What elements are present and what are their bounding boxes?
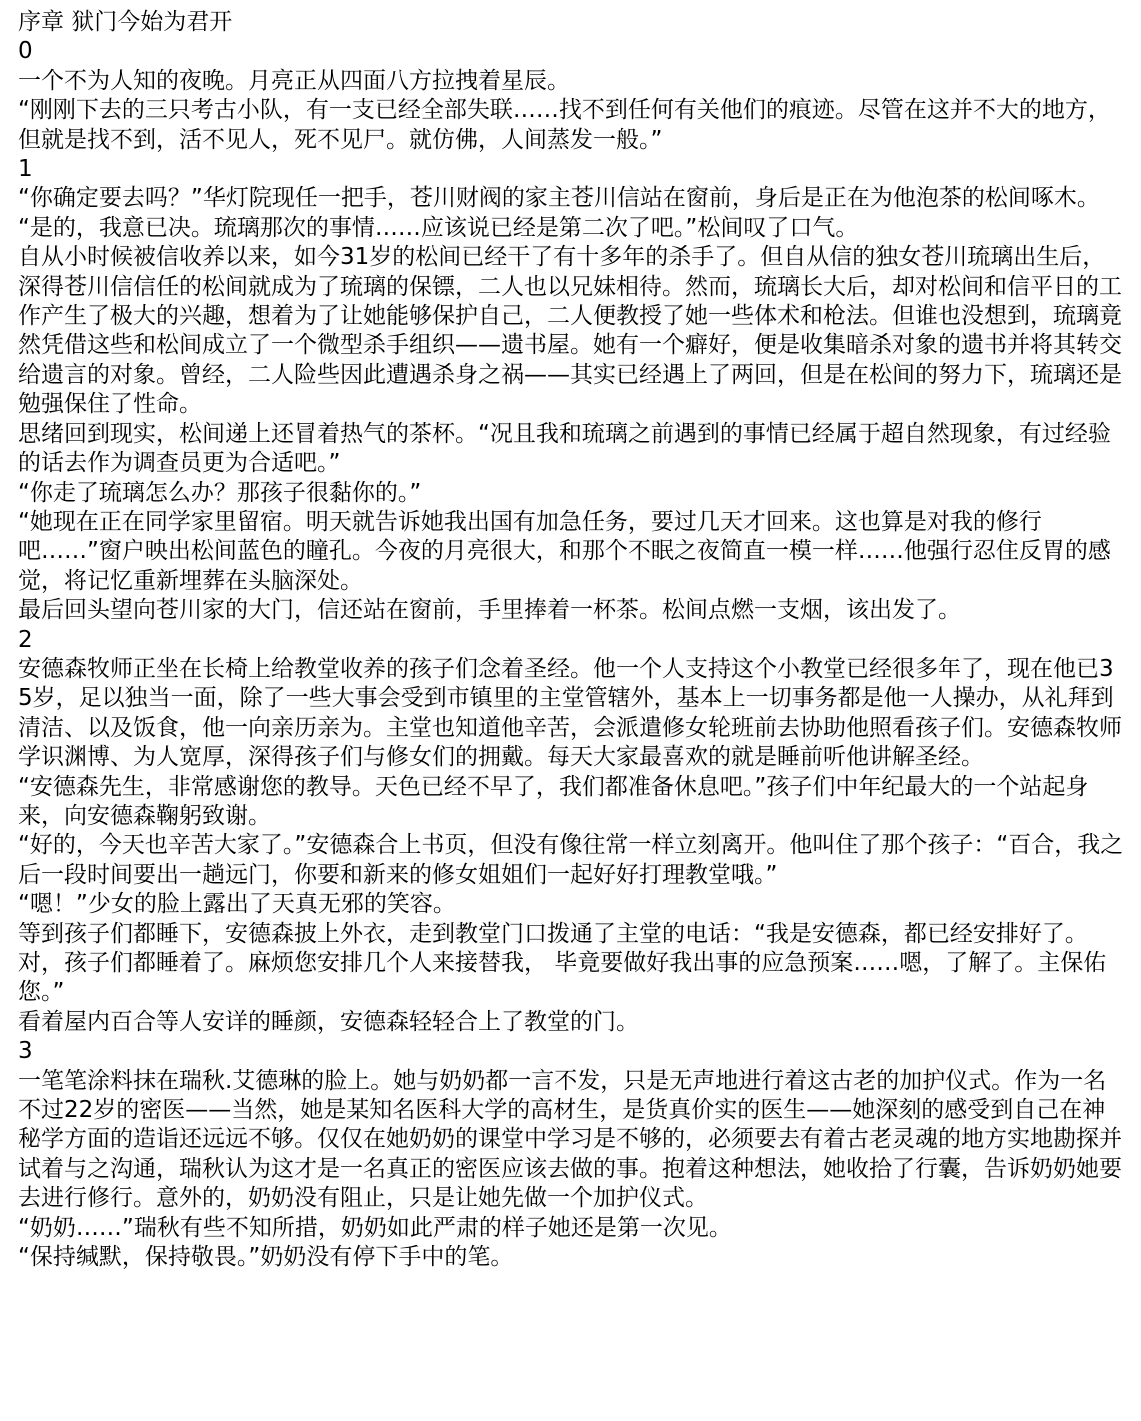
paragraph: 一笔笔涂料抹在瑞秋.艾德琳的脸上。她与奶奶都一言不发，只是无声地进行着这古老的加护仪式。作为一名不过22岁的密医——当然，她是某知名医科大学的高材生，是货真价实的医生——她深刻的感受到自己在神秘学方面的造诣还远远不够。仅仅在她奶奶的课堂中学习是不够的，必须要去有着古老灵魂的地方实地勘探并试着与之沟通，瑞秋认为这才是一名真正的密医应该去做的事。抱着这种想法，她收拾了行囊，告诉奶奶她要去进行修行。意外的，奶奶没有阻止，只是让她先做一个加护仪式。 — [18, 1067, 1122, 1212]
paragraph: “安德森先生，非常感谢您的教导。天色已经不早了，我们都准备休息吧。”孩子们中年纪最大的一个站起身来，向安德森鞠躬致谢。 — [18, 773, 1089, 829]
paragraph: 看着屋内百合等人安详的睡颜，安德森轻轻合上了教堂的门。 — [18, 1008, 639, 1035]
paragraph: 安德森牧师正坐在长椅上给教堂收养的孩子们念着圣经。他一个人支持这个小教堂已经很多年了，现在他已35岁，足以独当一面，除了一些大事会受到市镇里的主堂管辖外，基本上一切事务都是他一人操办，从礼拜到清洁、以及饭食，他一向亲历亲为。主堂也知道他辛苦，会派遣修女轮班前去协助他照看孩子们。安德森牧师学识渊博、为人宽厚，深得孩子们与修女们的拥戴。每天大家最喜欢的就是睡前听他讲解圣经。 — [18, 655, 1122, 771]
paragraph: “保持缄默，保持敬畏。”奶奶没有停下手中的笔。 — [18, 1244, 514, 1271]
chapter-title: 序章 狱门今始为君开 — [18, 9, 233, 35]
paragraph: 思绪回到现实，松间递上还冒着热气的茶杯。“况且我和琉璃之前遇到的事情已经属于超自然现象，有过经验的话去作为调查员更为合适吧。” — [18, 420, 1111, 477]
paragraph: “好的，今天也辛苦大家了。”安德森合上书页，但没有像往常一样立刻离开。他叫住了那个孩子：“百合，我之后一段时间要出一趟远门，你要和新来的修女姐姐们一起好好打理教堂哦。” — [18, 832, 1124, 888]
section-number: 0 — [18, 38, 33, 65]
paragraph: “是的，我意已决。琉璃那次的事情……应该说已经是第二次了吧。”松间叹了口气。 — [18, 214, 859, 241]
section-number: 2 — [18, 626, 33, 653]
paragraph: “你确定要去吗？”华灯院现任一把手，苍川财阀的家主苍川信站在窗前，身后是正在为他泡茶的松间啄木。 — [18, 185, 1100, 212]
section-number: 3 — [18, 1038, 33, 1065]
section-number: 1 — [18, 156, 33, 183]
paragraph: 最后回头望向苍川家的大门，信还站在窗前，手里捧着一杯茶。松间点燃一支烟，该出发了。 — [18, 597, 961, 624]
paragraph: 自从小时候被信收养以来，如今31岁的松间已经干了有十多年的杀手了。但自从信的独女苍川琉璃出生后，深得苍川信信任的松间就成为了琉璃的保镖，二人也以兄妹相待。然而，琉璃长大后，却对松间和信平日的工作产生了极大的兴趣，想着为了让她能够保护自己，二人便教授了她一些体术和枪法。但谁也没想到，琉璃竟然凭借这些和松间成立了一个微型杀手组织——遗书屋。她有一个癖好，便是收集暗杀对象的遗书并将其转交给遗言的对象。曾经，二人险些因此遭遇杀身之祸——其实已经遇上了两回，但是在松间的努力下，琉璃还是勉强保住了性命。 — [18, 244, 1122, 418]
document-body — [18, 8, 1124, 1272]
paragraph: “刚刚下去的三只考古小队，有一支已经全部失联……找不到任何有关他们的痕迹。尽管在这并不大的地方，但就是找不到，活不见人，死不见尸。就仿佛，人间蒸发一般。” — [18, 97, 1111, 153]
paragraph: 等到孩子们都睡下，安德森披上外衣，走到教堂门口拨通了主堂的电话：“我是安德森，都已经安排好了。对，孩子们都睡着了。麻烦您安排几个人来接替我， 毕竟要做好我出事的应急预案……嗯，了解了。主保佑您。” — [18, 920, 1107, 1006]
paragraph: “奶奶……”瑞秋有些不知所措，奶奶如此严肃的样子她还是第一次见。 — [18, 1214, 732, 1241]
paragraph: “嗯！”少女的脸上露出了天真无邪的笑容。 — [18, 891, 456, 918]
paragraph: “她现在正在同学家里留宿。明天就告诉她我出国有加急任务，要过几天才回来。这也算是对我的修行吧……”窗户映出松间蓝色的瞳孔。今夜的月亮很大，和那个不眠之夜简直一模一样……他强行忍住反胃的感觉，将记忆重新埋葬在头脑深处。 — [18, 508, 1111, 594]
paragraph: “你走了琉璃怎么办？那孩子很黏你的。” — [18, 479, 422, 506]
paragraph: 一个不为人知的夜晚。月亮正从四面八方拉拽着星辰。 — [18, 67, 570, 94]
